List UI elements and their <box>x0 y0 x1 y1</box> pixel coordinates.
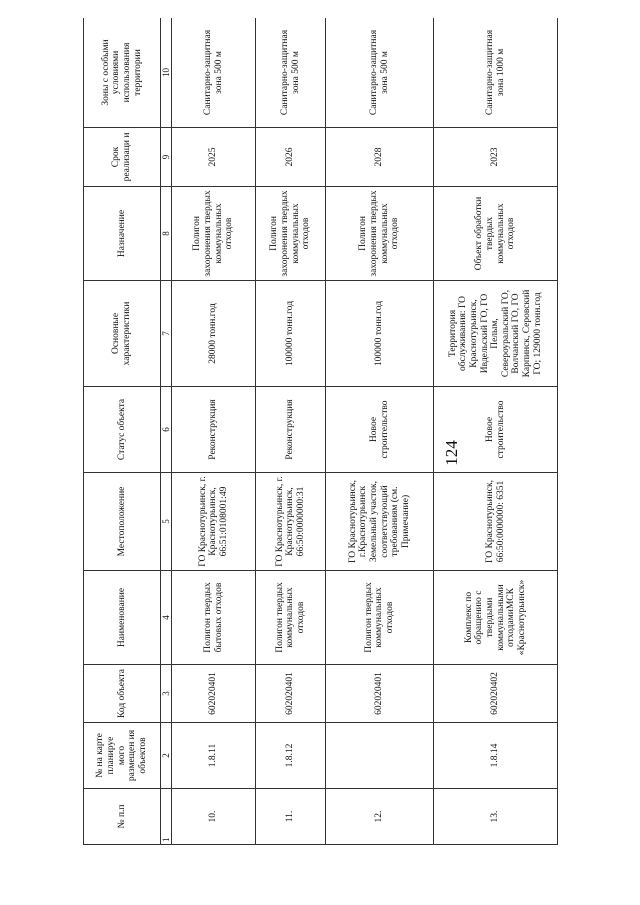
column-number-cell: 4 <box>160 571 171 665</box>
table-cell: 10. <box>172 789 256 845</box>
table-cell: Территория обслуживания: ГО Краснотурьинск, Ивдельский ГО, ГО Пелым, Североуральский ГО, Волчанский ГО, ГО Карпинск, Серовский ГО; 129000 тонн.год <box>434 281 558 387</box>
table-container <box>83 18 558 845</box>
table-cell: 1.8.14 <box>434 723 558 789</box>
table-cell: Полигон твердых коммунальных отходов <box>256 571 326 665</box>
table-row <box>256 18 326 845</box>
table-cell: 2023 <box>434 128 558 187</box>
header-cell-location: Местоположение <box>84 473 161 571</box>
table-cell: Полигон захоронения твердых коммунальных отходов <box>172 187 256 281</box>
table-cell: ГО Краснотурьинск, г. Краснотурьинск, 66:50:0000000:31 <box>256 473 326 571</box>
header-cell-zones: Зоны с особыми условиями использования территории <box>84 18 161 128</box>
objects-table <box>83 18 558 845</box>
column-number-cell: 2 <box>160 723 171 789</box>
column-number-cell: 6 <box>160 387 171 473</box>
header-cell-map-number: № на карте планируе мого размещен ия объектов <box>84 723 161 789</box>
table-cell: Полигон твердых коммунальных отходов <box>326 571 434 665</box>
table-cell: 11. <box>256 789 326 845</box>
column-number-cell: 3 <box>160 665 171 723</box>
table-cell: Санитарно-защитная зона 500 м <box>326 18 434 128</box>
table-cell <box>326 723 434 789</box>
table-cell: Полигон захоронения твердых коммунальных отходов <box>256 187 326 281</box>
table-cell: Новое строительство <box>434 387 558 473</box>
table-cell: 100000 тонн.год <box>326 281 434 387</box>
table-cell: Санитарно-защитная зона 500 м <box>172 18 256 128</box>
column-number-cell: 10 <box>160 18 171 128</box>
column-number-cell: 7 <box>160 281 171 387</box>
table-cell: Реконструкция <box>256 387 326 473</box>
column-number-row <box>160 18 171 845</box>
table-cell: Реконструкция <box>172 387 256 473</box>
header-cell-object-code: Код объекта <box>84 665 161 723</box>
column-number-cell: 1 <box>160 789 171 845</box>
table-cell: 602020402 <box>434 665 558 723</box>
table-row <box>326 18 434 845</box>
column-number-cell: 5 <box>160 473 171 571</box>
table-cell: 1.8.11 <box>172 723 256 789</box>
header-cell-name: Наименование <box>84 571 161 665</box>
table-cell: Полигон захоронения твердых коммунальных отходов <box>326 187 434 281</box>
table-cell: 602020401 <box>256 665 326 723</box>
table-cell: Объект обработки твердых коммунальных отходов <box>434 187 558 281</box>
table-cell: ГО Краснотурьинск, г. Краснотурьинск, 66:51:0108001:49 <box>172 473 256 571</box>
table-cell: Санитарно-защитная зона 500 м <box>256 18 326 128</box>
table-cell: 602020401 <box>326 665 434 723</box>
header-cell-term: Срок реализаци и <box>84 128 161 187</box>
header-cell-characteristics: Основные характеристики <box>84 281 161 387</box>
header-cell-number: № п.п <box>84 789 161 845</box>
rotated-table-frame <box>83 18 558 845</box>
page-number: 124 <box>442 440 461 466</box>
table-row <box>172 18 256 845</box>
table-cell: ГО Краснотурьинск, 66:50:0000000: 6351 <box>434 473 558 571</box>
table-cell: 1.8.12 <box>256 723 326 789</box>
table-cell: 2025 <box>172 128 256 187</box>
table-cell: 28000 тонн.год <box>172 281 256 387</box>
table-cell: Новое строительство <box>326 387 434 473</box>
table-cell: Санитарно-защитная зона 1000 м <box>434 18 558 128</box>
table-cell: Полигон твердых бытовых отходов <box>172 571 256 665</box>
table-row <box>434 18 558 845</box>
header-cell-purpose: Назначение <box>84 187 161 281</box>
table-cell: Комплекс по обращению с твердыми коммунальными отходамиМСК «Краснотурьинск» <box>434 571 558 665</box>
table-cell: 602020401 <box>172 665 256 723</box>
table-cell: 2028 <box>326 128 434 187</box>
table-cell: 2026 <box>256 128 326 187</box>
table-header-row <box>84 18 161 845</box>
header-cell-status: Статус объекта <box>84 387 161 473</box>
table-cell: 12. <box>326 789 434 845</box>
column-number-cell: 8 <box>160 187 171 281</box>
table-cell: 100000 тонн.год <box>256 281 326 387</box>
table-cell: ГО Краснотурьинск, г.Краснотурьинск Земельный участок, соответствующий требованиям (см. Примечание) <box>326 473 434 571</box>
table-cell: 13. <box>434 789 558 845</box>
column-number-cell: 9 <box>160 128 171 187</box>
